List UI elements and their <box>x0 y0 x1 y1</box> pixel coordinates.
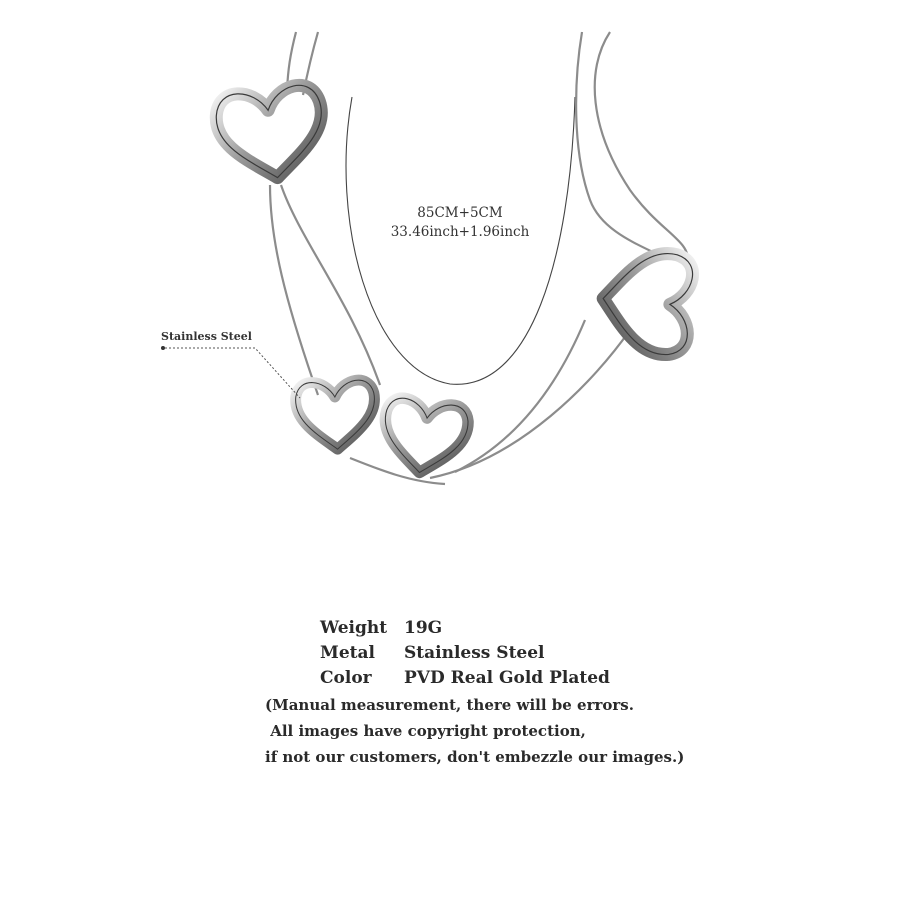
heart-pendant-right <box>599 248 695 356</box>
length-inch-label: 33.46inch+1.96inch <box>390 224 530 240</box>
heart-pendant-bottom-left <box>295 379 377 451</box>
note-line-1: (Manual measurement, there will be errors. <box>265 696 634 714</box>
heart-pendant-top-left <box>213 83 330 185</box>
heart-pendant-bottom-center <box>378 396 470 478</box>
spec-key: Metal <box>320 643 375 663</box>
callout-pointer <box>161 346 300 398</box>
material-callout-label: Stainless Steel <box>161 330 252 343</box>
spec-value: 19G <box>404 618 443 638</box>
note-line-3: if not our customers, don't embezzle our images.) <box>265 748 685 766</box>
spec-value: Stainless Steel <box>404 643 545 663</box>
length-cm-label: 85CM+5CM <box>417 205 503 221</box>
note-line-2: All images have copyright protection, <box>265 722 586 740</box>
spec-key: Weight <box>320 618 388 638</box>
spec-value: PVD Real Gold Plated <box>404 668 610 688</box>
spec-key: Color <box>320 668 372 688</box>
